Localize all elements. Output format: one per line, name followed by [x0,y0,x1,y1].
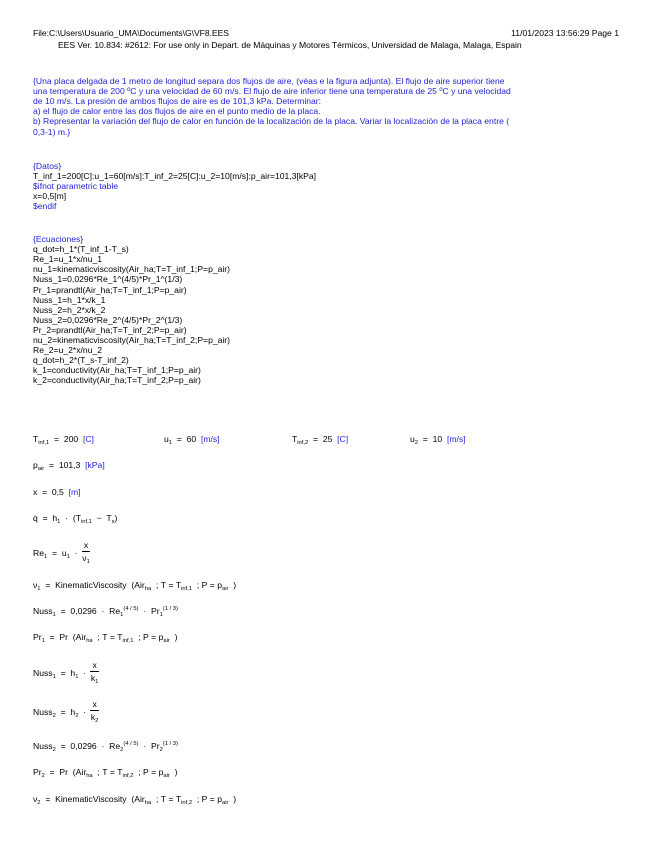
formatted-nuss2-h: Nuss$_2$ = $h_2$ · $\frac{x}{k_2}$ [33,699,99,724]
fraction: $\frac{x}{k_2}$ [90,699,99,724]
header-date: 11/01/2023 13:56:29 Page 1 [511,28,619,38]
unit-ms: [m/s] [200,434,220,444]
fraction: $\frac{x}{\nu_1}$ [82,540,90,565]
var-T-inf1: $T_{inf,1} = 200$ [C] [33,434,94,446]
problem-line: 0,3-1) m.} [33,126,71,137]
equation-line: q_dot=h_2*(T_s-T_inf_2) [33,355,129,366]
formatted-pr1: $Pr_1 = Pr$ (Air$_{ha}$ ; $T = T_{inf,1}$ ; $P = p_{air}$ ) [33,632,178,644]
datos-line: T_inf_1=200[C]:u_1=60[m/s]:T_inf_2=25[C]:u_2=10[m/s]:p_air=101,3[kPa] [33,171,317,182]
var-T-inf2: $T_{inf,2} = 25$ [C] [292,434,349,446]
unit-m: [m] [68,487,81,497]
fraction: $\frac{x}{k_1}$ [90,660,99,685]
ecuaciones-block [33,224,230,396]
var-u2: $u_2 = 10$ [m/s] [410,434,466,446]
ecuaciones-title: {Ecuaciones} [33,234,84,245]
problem-line: {Una placa delgada de 1 metro de longitud separa dos flujos de aire, (véas e la figura adjunta). El flujo de aire superior tiene [33,76,505,87]
problem-line: a) el flujo de calor entre las dos flujos de aire en el punto medio de la placa. [33,106,321,117]
unit-ms: [m/s] [446,434,466,444]
datos-ifnot: $ifnot parametric table [33,181,119,192]
equation-line: Nuss_2=0,0296*Re_2^(4/5)*Pr_2^(1/3) [33,314,183,325]
equation-line: k_2=conductivity(Air_ha;T=T_inf_2;P=p_air) [33,375,201,386]
header-version: EES Ver. 10.834: #2612: For use only in Depart. de Máquinas y Motores Térmicos, Universidad de Malaga, Malaga, Espain [58,40,522,50]
datos-title: {Datos} [33,161,62,172]
equation-line: Nuss_2=h_2*x/k_2 [33,304,106,315]
datos-endif: $endif [33,201,57,212]
formatted-pr2: $Pr_2 = Pr$ (Air$_{ha}$ ; $T = T_{inf,2}$ ; $P = p_{air}$ ) [33,767,178,779]
equation-line: nu_2=kinematicviscosity(Air_ha;T=T_inf_2;P=p_air) [33,335,231,346]
unit-C: [C] [337,434,349,444]
header-file-path: File:C:\Users\Usuario_UMA\Documents\G\VF8.EES [33,28,229,38]
formatted-nuss1-correlation: Nuss$_1$ = $0,0296 \cdot Re_1^{(4 / 5)} \cdot Pr_1^{(1 / 3)}$ [33,606,178,618]
formatted-x: x = 0,5 [m] [33,487,81,497]
equation-line: Pr_2=prandtl(Air_ha;T=T_inf_2;P=p_air) [33,324,187,335]
formatted-qdot: q̇ = $h_1 \cdot (T_{inf,1} - T_s)$ [33,513,118,525]
datos-x: x=0,5[m] [33,191,67,202]
unit-C: [C] [82,434,94,444]
equation-line: Re_1=u_1*x/nu_1 [33,254,103,265]
equation-line: Nuss_1=h_1*x/k_1 [33,294,106,305]
equation-line: nu_1=kinematicviscosity(Air_ha;T=T_inf_1;P=p_air) [33,264,231,275]
formatted-nuss1-h: Nuss$_1$ = $h_1$ · $\frac{x}{k_1}$ [33,660,99,685]
formatted-nu1: $\nu_1$ = KinematicViscosity (Air$_{ha}$ ; $T = T_{inf,1}$ ; $P = p_{air}$ ) [33,580,237,592]
formatted-re1: $Re_1 = u_1$ · $\frac{x}{\nu_1}$ [33,540,90,565]
problem-line: de 10 m/s. La presión de ambos flujos de aire es de 101,3 kPa. Determinar: [33,96,322,107]
equation-line: k_1=conductivity(Air_ha;T=T_inf_1;P=p_air) [33,365,201,376]
equation-line: Nuss_1=0,0296*Re_1^(4/5)*Pr_1^(1/3) [33,274,183,285]
equation-line: q_dot=h_1*(T_inf_1-T_s) [33,244,129,255]
formatted-nu2: $\nu_2$ = KinematicViscosity (Air$_{ha}$ ; $T = T_{inf,2}$ ; $P = p_{air}$ ) [33,794,237,806]
equation-line: Re_2=u_2*x/nu_2 [33,345,103,356]
var-u1: $u_1 = 60$ [m/s] [164,434,220,446]
equation-line: Pr_1=prandtl(Air_ha;T=T_inf_1;P=p_air) [33,284,187,295]
problem-line: b) Representar la variación del flujo de calor en función de la localización de la placa. Variar la localización de la placa entre ( [33,116,510,127]
formatted-nuss2-correlation: Nuss$_2$ = $0,0296 \cdot Re_2^{(4 / 5)} \cdot Pr_2^{(1 / 3)}$ [33,741,178,753]
problem-statement [33,66,511,147]
problem-line: una temperatura de 200 ºC y una velocidad de 60 m/s. El flujo de aire inferior tiene una temperatura de 25 ºC y una velocidad [33,86,511,97]
datos-block [33,151,316,222]
formatted-p-air: $p_{air} = 101,3$ [kPa] [33,460,105,472]
unit-kPa: [kPa] [85,460,105,470]
